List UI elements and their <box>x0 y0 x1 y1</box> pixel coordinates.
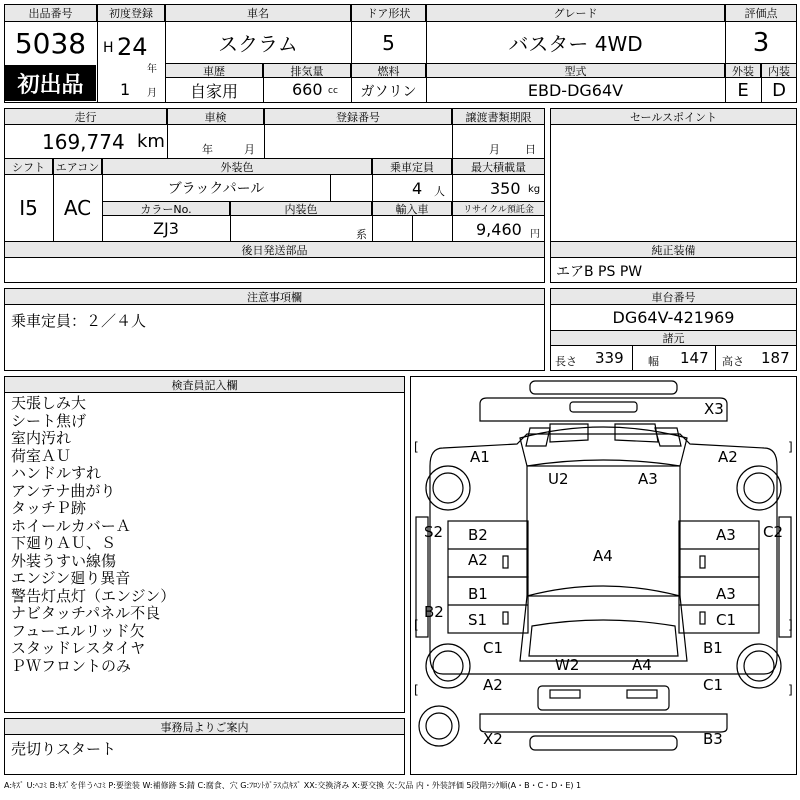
first-reg-month: 1 <box>120 80 131 99</box>
mileage: 169,774 <box>42 130 125 154</box>
displacement: 660 <box>292 80 323 99</box>
dmg-c2: C2 <box>763 523 784 541</box>
list-item: 荷室ＡＵ <box>11 446 72 465</box>
recycle-label: リサイクル預託金 <box>452 201 545 216</box>
ac-label: エアコン <box>53 158 102 175</box>
list-item: フューエルリッド欠 <box>11 621 145 640</box>
dmg-b2: B2 <box>424 603 444 621</box>
ac: AC <box>63 196 92 220</box>
mileage-unit: km <box>137 131 165 152</box>
displacement-unit: cc <box>328 86 338 96</box>
inspector-list <box>11 395 175 675</box>
transfer-day: 日 <box>525 143 536 156</box>
height-label: 高さ <box>722 355 744 368</box>
inspector-label: 検査員記入欄 <box>4 376 405 393</box>
int-color-unit: 系 <box>356 228 367 241</box>
max-load-label: 最大積載量 <box>452 158 545 175</box>
shift: I5 <box>19 196 38 220</box>
list-item: スタッドレスタイヤ <box>11 639 146 657</box>
dmg-a4: A4 <box>593 547 613 565</box>
transfer-label: 譲渡書類期限 <box>452 108 545 125</box>
dmg-s1: S1 <box>468 611 488 629</box>
list-item: タッチＰ跡 <box>11 499 87 517</box>
model-label: 型式 <box>426 63 725 78</box>
list-item: 天張しみ大 <box>11 394 87 412</box>
capacity: 4 <box>412 179 423 198</box>
dmg-a3-right: A3 <box>716 526 736 544</box>
first-reg-label: 初度登録 <box>97 4 165 22</box>
office-text: 売切りスタート <box>11 740 117 758</box>
first-reg-year: 24 <box>117 33 148 61</box>
doors: 5 <box>382 30 395 55</box>
dmg-a1: A1 <box>470 448 490 466</box>
list-item: 室内汚れ <box>11 429 72 447</box>
inspection-label: 車検 <box>167 108 264 125</box>
color-no-label: カラーNo. <box>102 201 230 216</box>
list-item: ナビタッチパネル不良 <box>11 604 161 622</box>
chassis-label: 車台番号 <box>550 288 797 305</box>
lot-no-label: 出品番号 <box>4 4 97 22</box>
svg-text:]: ] <box>788 618 793 632</box>
length-label: 長さ <box>555 355 577 368</box>
lot-no: 5038 <box>14 26 87 60</box>
grade: バスター 4WD <box>508 32 643 56</box>
car-name-label: 車名 <box>165 4 351 22</box>
sales-label: セールスポイント <box>550 108 797 125</box>
dmg-a3-roof: A3 <box>638 470 658 488</box>
dmg-b3: B3 <box>703 730 723 748</box>
ext-color: ブラックパール <box>167 181 265 197</box>
car-name: スクラム <box>218 32 298 56</box>
dims-label: 諸元 <box>550 330 797 346</box>
dmg-a2-left: A2 <box>468 551 488 569</box>
svg-text:[: [ <box>414 440 419 454</box>
max-load: 350 <box>490 179 521 198</box>
width: 147 <box>680 349 709 367</box>
list-item: ＰＷフロントのみ <box>11 656 132 675</box>
inspection-year-unit: 年 <box>202 143 213 156</box>
month-unit: 月 <box>147 88 157 99</box>
office-label: 事務局よりご案内 <box>4 718 405 735</box>
int-color-label: 内装色 <box>230 201 372 216</box>
ext-color-label: 外装色 <box>102 158 372 175</box>
grade-label: グレード <box>426 4 725 22</box>
dmg-a3-rear-right: A3 <box>716 585 736 603</box>
chassis: DG64V-421969 <box>612 308 735 327</box>
car-diagram <box>410 376 797 775</box>
dmg-b1-left: B1 <box>468 585 488 603</box>
svg-text:]: ] <box>788 440 793 454</box>
width-label: 幅 <box>648 355 659 368</box>
interior-label: 内装 <box>761 63 797 78</box>
capacity-label: 乗車定員 <box>372 158 452 175</box>
list-item: シート焦げ <box>11 411 87 430</box>
dmg-b2-left: B2 <box>468 526 488 544</box>
dmg-c1-rear-right: C1 <box>716 611 737 629</box>
height: 187 <box>761 349 790 367</box>
era: H <box>103 40 114 56</box>
length: 339 <box>595 349 624 367</box>
dmg-a4-bottom: A4 <box>632 656 652 674</box>
history-label: 車歴 <box>165 63 263 78</box>
svg-text:]: ] <box>788 683 793 697</box>
caution-label: 注意事項欄 <box>4 288 545 305</box>
interior-grade: D <box>772 80 786 101</box>
list-item: ハンドルすれ <box>11 464 102 482</box>
genuine-label: 純正装備 <box>550 241 797 258</box>
dmg-s2: S2 <box>424 523 444 541</box>
reg-no-label: 登録番号 <box>264 108 452 125</box>
dmg-c1-bottom-right: C1 <box>703 676 724 694</box>
door-label: ドア形状 <box>351 4 426 22</box>
score: 3 <box>752 27 770 58</box>
list-item: 警告灯点灯（エンジン） <box>11 586 176 605</box>
dmg-w2: W2 <box>555 656 580 674</box>
year-unit: 年 <box>147 64 157 75</box>
color-no: ZJ3 <box>153 219 179 238</box>
import-label: 輸入車 <box>372 201 452 216</box>
list-item: 外装うすい線傷 <box>11 551 117 570</box>
dmg-x3: X3 <box>704 400 724 418</box>
dmg-a2-front: A2 <box>718 448 738 466</box>
model: EBD-DG64V <box>527 81 624 100</box>
legend-footer: A:ｷｽﾞ U:ﾍｺﾐ B:ｷｽﾞを伴うﾍｺﾐ P:要塗装 W:補修跡 S:錆 C:腐食、穴 G:ﾌﾛﾝﾄｶﾞﾗｽ点ｷｽﾞ XX:交換済み X:要交換 欠:欠品 内・外装評価 5段階ﾗﾝｸ順(A・B・C・D・E) 1 <box>4 781 582 790</box>
list-item: エンジン廻り異音 <box>11 569 131 587</box>
max-load-unit: kg <box>528 184 541 195</box>
list-item: ホイールカバーＡ <box>11 516 131 535</box>
fuel-label: 燃料 <box>351 63 426 78</box>
score-label: 評価点 <box>725 4 797 22</box>
svg-text:[: [ <box>414 618 419 632</box>
dmg-u2: U2 <box>548 470 569 488</box>
later-parts-label: 後日発送部品 <box>4 241 545 258</box>
genuine: エアB PS PW <box>556 264 643 280</box>
dmg-c1-left: C1 <box>483 639 504 657</box>
first-listing-badge: 初出品 <box>5 65 96 101</box>
caution-text: 乗車定員：２／４人 <box>11 312 147 330</box>
fuel: ガソリン <box>360 83 417 100</box>
capacity-unit: 人 <box>434 185 445 198</box>
list-item: アンテナ曲がり <box>11 481 116 500</box>
list-item: 下廻りＡＵ、Ｓ <box>11 534 117 552</box>
displacement-label: 排気量 <box>263 63 351 78</box>
dmg-a2-bottom-left: A2 <box>483 676 503 694</box>
history: 自家用 <box>189 82 238 101</box>
shift-label: シフト <box>4 158 53 175</box>
exterior-label: 外装 <box>725 63 761 78</box>
dmg-b1-right: B1 <box>703 639 723 657</box>
mileage-label: 走行 <box>4 108 167 125</box>
inspection-month-unit: 月 <box>244 143 255 156</box>
exterior-grade: E <box>737 80 749 101</box>
recycle: 9,460 <box>476 220 522 239</box>
dmg-x2: X2 <box>483 730 503 748</box>
svg-text:[: [ <box>414 683 419 697</box>
recycle-unit: 円 <box>530 229 540 240</box>
transfer-month: 月 <box>489 143 500 156</box>
